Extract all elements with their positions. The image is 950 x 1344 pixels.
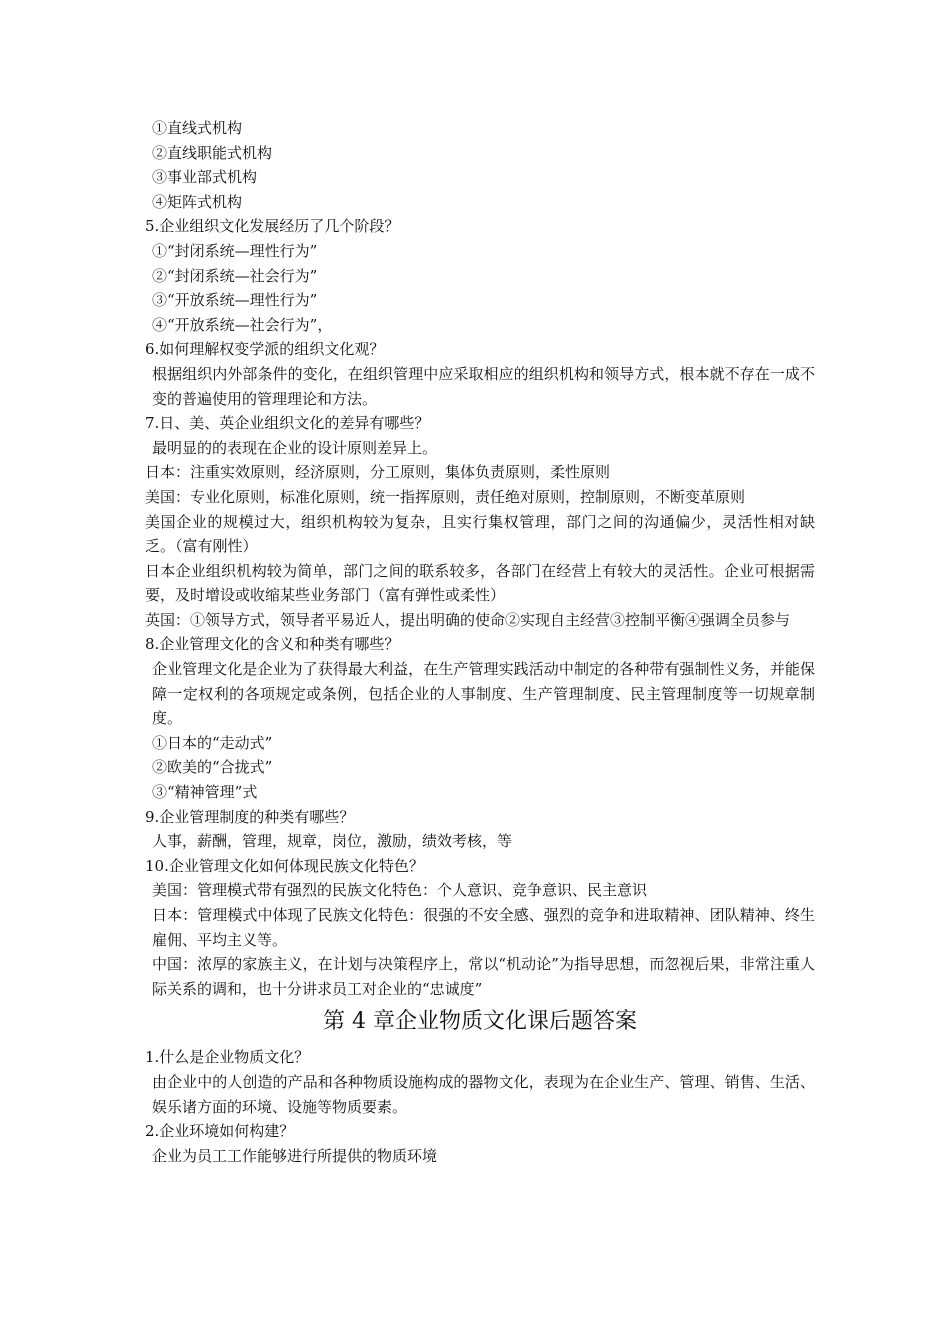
document-body <box>145 116 815 1168</box>
text-line: 企业为员工工作能够进行所提供的物质环境 <box>152 1146 438 1165</box>
text-line: 9.企业管理制度的种类有哪些？ <box>145 807 355 826</box>
text-line: 日本：管理模式中体现了民族文化特色：很强的不安全感、强烈的竞争和进取精神、团队精神、终生雇佣、平均主义等。 <box>152 906 815 949</box>
text-line: ③事业部式机构 <box>152 168 258 187</box>
text-line: 中国：浓厚的家族主义，在计划与决策程序上，常以“机动论”为指导思想，而忽视后果，非常注重人际关系的调和，也十分讲求员工对企业的“忠诚度” <box>152 955 815 998</box>
text-line: ③“开放系统—理性行为” <box>152 291 318 310</box>
text-line: 美国企业的规模过大，组织机构较为复杂，且实行集权管理，部门之间的沟通偏少，灵活性相对缺乏。（富有刚性） <box>145 512 815 556</box>
text-line: 美国：管理模式带有强烈的民族文化特色：个人意识、竞争意识、民主意识 <box>152 881 648 900</box>
text-line: ②直线职能式机构 <box>152 143 273 162</box>
text-line: 日本：注重实效原则，经济原则，分工原则，集体负责原则，柔性原则 <box>145 463 611 482</box>
text-line: 企业管理文化是企业为了获得最大利益，在生产管理实践活动中制定的各种带有强制性义务，并能保障一定权利的各项规定或条例，包括企业的人事制度、生产管理制度、民主管理制度等一切规章制度。 <box>152 660 815 728</box>
text-line: ②“封闭系统—社会行为” <box>152 266 318 285</box>
text-line: 1.什么是企业物质文化？ <box>145 1048 310 1067</box>
text-line: 英国：①领导方式，领导者平易近人，提出明确的使命②实现自主经营③控制平衡④强调全员参与 <box>145 610 791 629</box>
text-line: 美国：专业化原则，标准化原则，统一指挥原则，责任绝对原则，控制原则，不断变革原则 <box>145 487 746 506</box>
chapter-title: 第 4 章企业物质文化课后题答案 <box>323 1009 637 1035</box>
text-line: 6.如何理解权变学派的组织文化观？ <box>145 340 385 359</box>
text-line: ②欧美的“合拢式” <box>152 758 273 777</box>
text-line: ④矩阵式机构 <box>152 192 243 211</box>
text-line: 2.企业环境如何构建？ <box>145 1122 295 1141</box>
text-line: 7.日、美、英企业组织文化的差异有哪些？ <box>145 414 430 433</box>
text-line: 根据组织内外部条件的变化，在组织管理中应采取相应的组织机构和领导方式，根本就不存在一成不变的普遍使用的管理理论和方法。 <box>152 364 815 408</box>
text-line: ③“精神管理”式 <box>152 783 258 802</box>
text-line: 10.企业管理文化如何体现民族文化特色？ <box>145 856 424 875</box>
text-line: 8.企业管理文化的含义和种类有哪些？ <box>145 635 400 654</box>
text-line: 由企业中的人创造的产品和各种物质设施构成的器物文化，表现为在企业生产、管理、销售、生活、娱乐诸方面的环境、设施等物质要素。 <box>152 1072 815 1116</box>
section-material-culture-answers <box>145 1045 815 1168</box>
text-line: 最明显的的表现在企业的设计原则差异上。 <box>152 438 438 457</box>
text-line: 日本企业组织机构较为简单，部门之间的联系较多，各部门在经营上有较大的灵活性。企业可根据需要，及时增设或收缩某些业务部门（富有弹性或柔性） <box>145 561 815 605</box>
text-line: ①直线式机构 <box>152 119 243 137</box>
text-line: ④“开放系统—社会行为”， <box>152 315 333 334</box>
section-org-culture-answers <box>145 116 815 1001</box>
text-line: 人事，薪酬，管理，规章，岗位，激励，绩效考核，等 <box>152 832 513 851</box>
text-line: ①“封闭系统—理性行为” <box>152 241 318 260</box>
text-line: ①日本的“走动式” <box>152 733 273 752</box>
text-line: 5.企业组织文化发展经历了几个阶段？ <box>145 217 400 236</box>
